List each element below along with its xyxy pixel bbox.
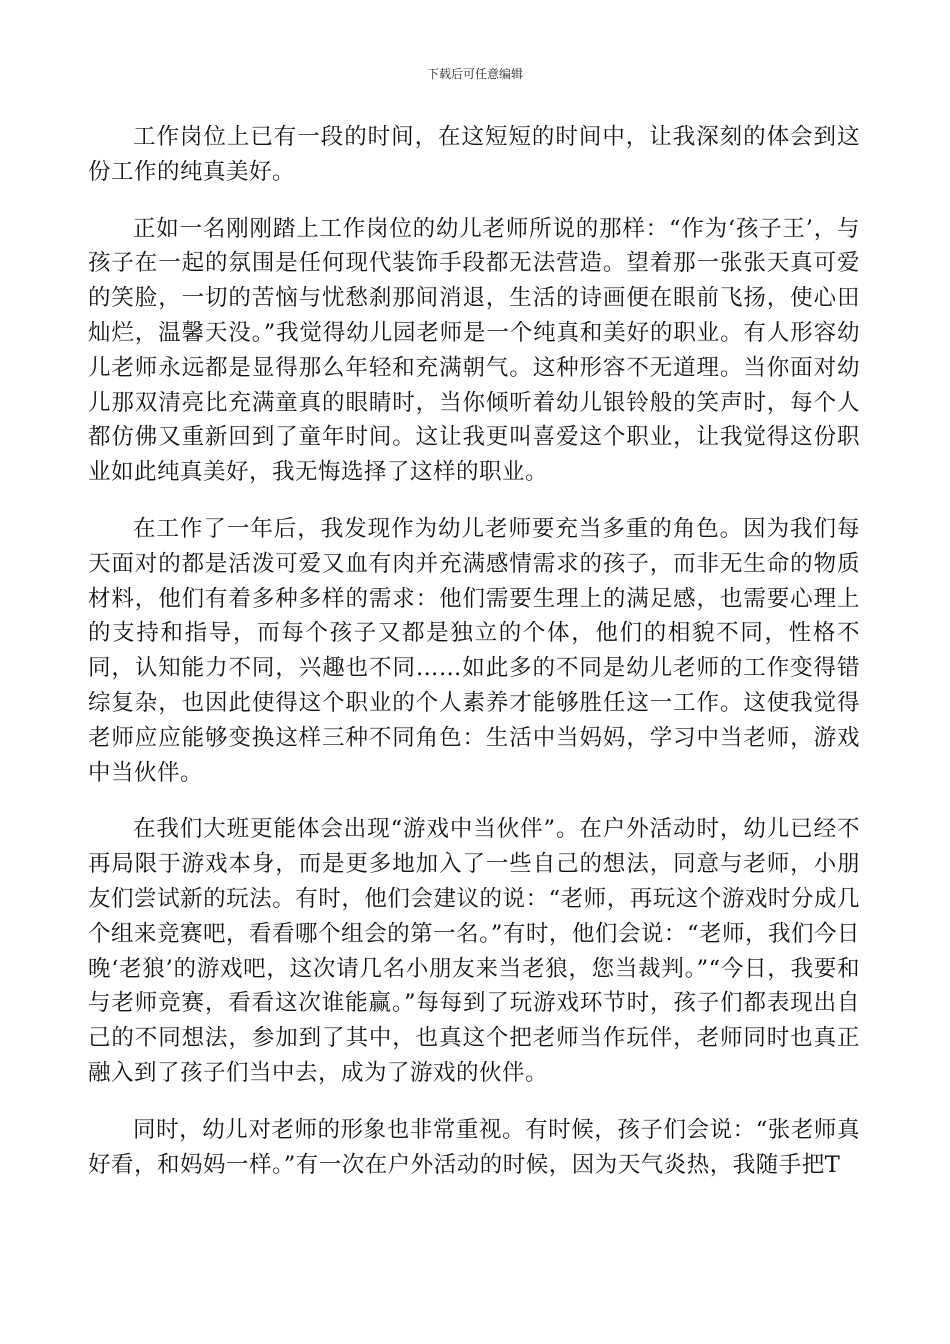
paragraph-4: 在我们大班更能体会出现“游戏中当伙伴”。在户外活动时，幼儿已经不再局限于游戏本身，而是更多地加入了一些自己的想法，同意与老师，小朋友们尝试新的玩法。有时，他们会建议的说：“老师，再玩这个游戏时分成几个组来竞赛吧，看看哪个组会的第一名。”有时，他们会说：“老师，我们今日晚‘老狼’的游戏吧，这次请几名小朋友来当老狼，您当裁判。”“今日，我要和与老师竞赛，看看这次谁能赢。”每每到了玩游戏环节时，孩子们都表现出自己的不同想法，参加到了其中，也真这个把老师当作玩伴，老师同时也真正融入到了孩子们当中去，成为了游戏的伙伴。 [88,816,860,1086]
paragraph-5: 同时，幼儿对老师的形象也非常重视。有时候，孩子们会说：“张老师真好看，和妈妈一样。”有一次在户外活动的时候，因为天气炎热，我随手把T [88,1116,860,1178]
paragraph-1: 工作岗位上已有一段的时间，在这短短的时间中，让我深刻的体会到这份工作的纯真美好。 [88,124,860,185]
paragraph-3: 在工作了一年后，我发现作为幼儿老师要充当多重的角色。因为我们每天面对的都是活泼可爱又血有肉并充满感情需求的孩子，而非无生命的物质材料，他们有着多种多样的需求：他们需要生理上的满足感，也需要心理上的支持和指导，而每个孩子又都是独立的个体，他们的相貌不同，性格不同，认知能力不同，兴趣也不同……如此多的不同是幼儿老师的工作变得错综复杂，也因此使得这个职业的个人素养才能够胜任这一工作。这使我觉得老师应应能够变换这样三种不同角色：生活中当妈妈，学习中当老师，游戏中当伙伴。 [88,515,860,786]
page-header: 下载后可任意编辑 [426,67,523,81]
document-body [88,120,860,1204]
paragraph-2: 正如一名刚刚踏上工作岗位的幼儿老师所说的那样：“作为‘孩子王’，与孩子在一起的氛围是任何现代装饰手段都无法营造。望着那一张张天真可爱的笑脸，一切的苦恼与忧愁刹那间消退，生活的诗画便在眼前飞扬，使心田灿烂，温馨天没。”我觉得幼儿园老师是一个纯真和美好的职业。有人形容幼儿老师永远都是显得那么年轻和充满朝气。这种形容不无道理。当你面对幼儿那双清亮比充满童真的眼睛时，当你倾听着幼儿银铃般的笑声时，每个人都仿佛又重新回到了童年时间。这让我更叫喜爱这个职业，让我觉得这份职业如此纯真美好，我无悔选择了这样的职业。 [88,215,860,486]
